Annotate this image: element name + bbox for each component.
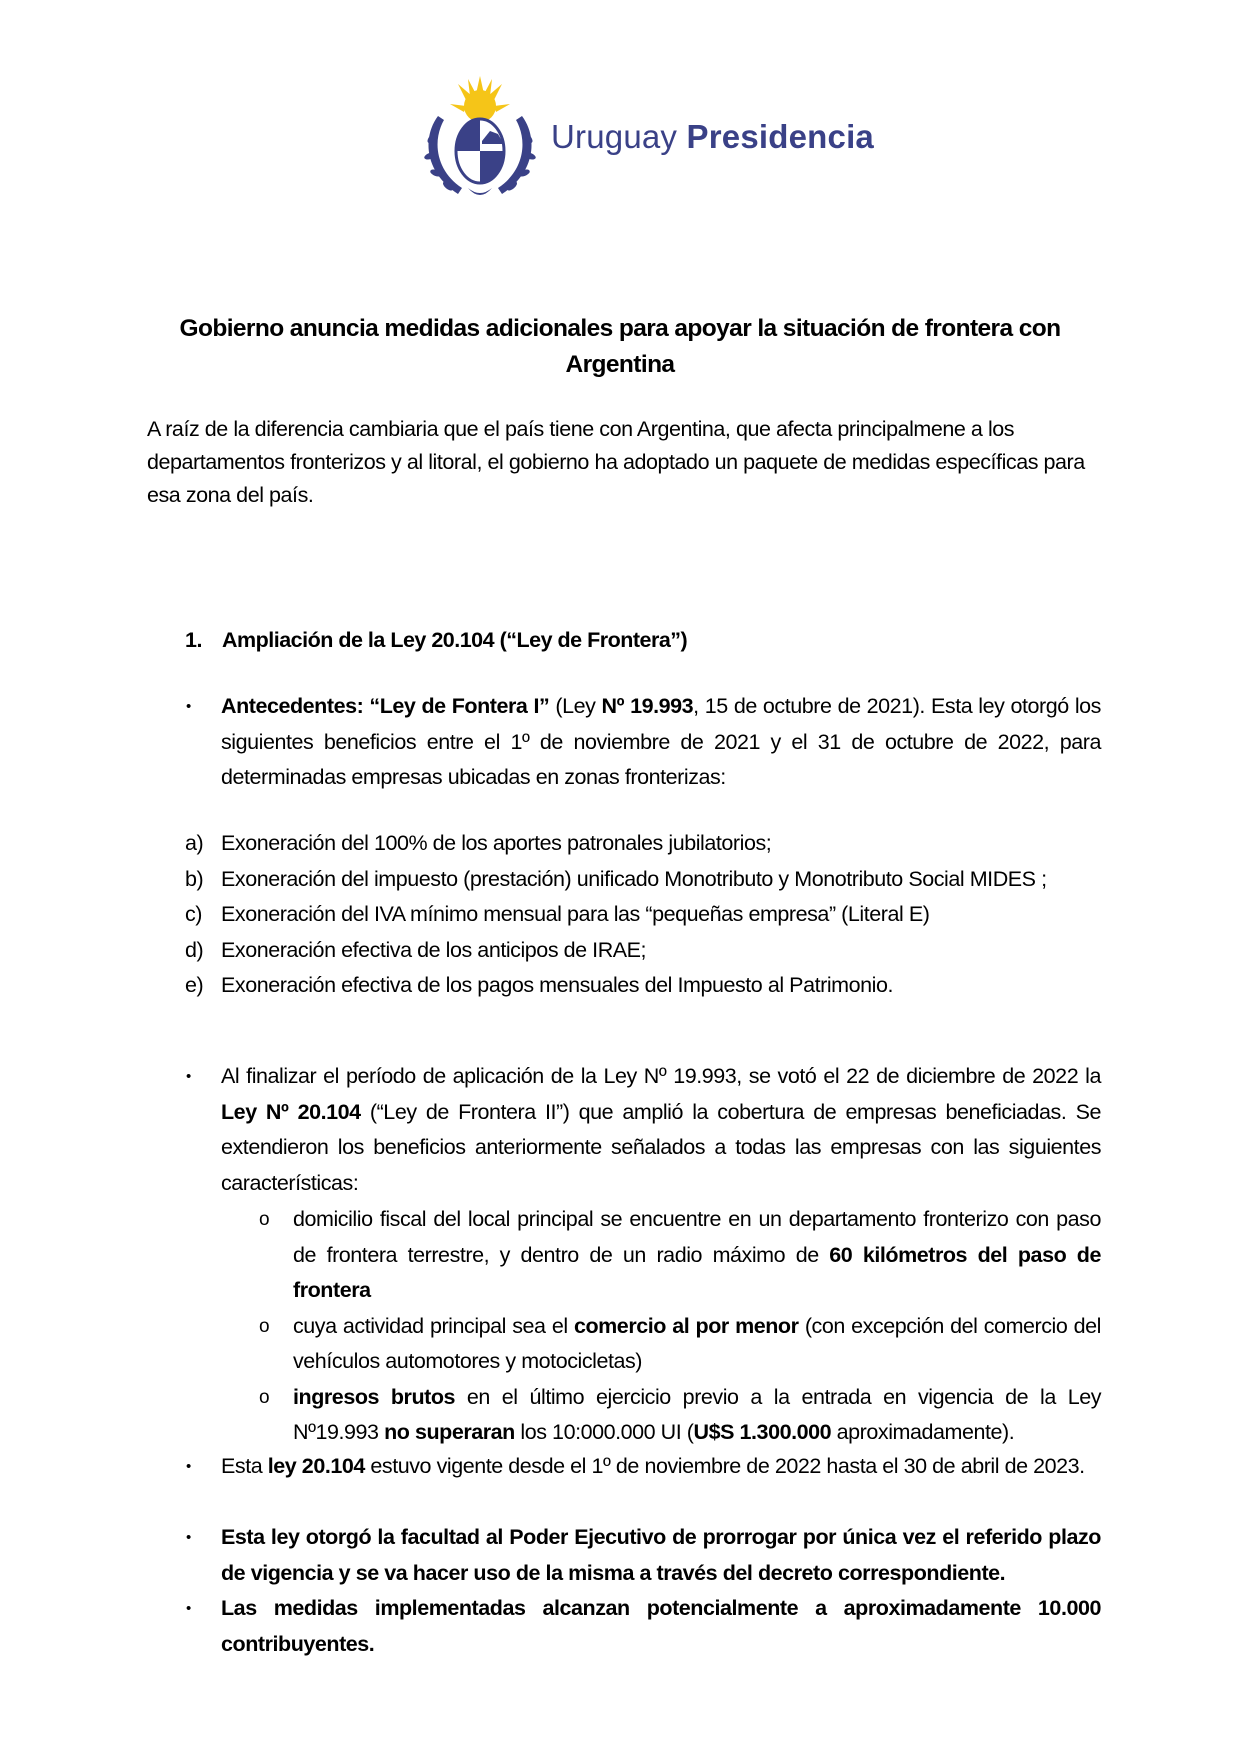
circle-bullet-icon: o [259,1209,270,1230]
characteristics-list [259,1202,1102,1451]
vigencia-bullet: • Esta ley 20.104 estuvo vigente desde el 1º de noviembre de 2022 hasta el 30 de abril de 2023. [221,1449,1101,1485]
alcance-bullet: • Las medidas implementadas alcanzan potencialmente a aproximadamente 10.000 contribuyentes. [221,1591,1101,1662]
list-item: c) Exoneración del IVA mínimo mensual para las “pequeñas empresa” (Literal E) [185,902,930,926]
coat-of-arms-icon [418,76,543,201]
intro-paragraph: A raíz de la diferencia cambiaria que el país tiene con Argentina, que afecta principalmene a los departamentos fronterizos y al litoral, el gobierno ha adoptado un paquete de medidas específicas para esa zona del país. [147,417,1085,507]
section-heading: 1. Ampliación de la Ley 20.104 (“Ley de Frontera”) [185,628,688,652]
list-item: o domicilio fiscal del local principal se encuentre en un departamento fronterizo con paso de frontera terrestre, y dentro de un radio máximo de 60 kilómetros del paso de frontera [293,1202,1101,1309]
benefits-list [185,826,1101,1004]
section-number: 1. [185,628,202,652]
circle-bullet-icon: o [259,1315,270,1337]
page-title: Gobierno anuncia medidas adicionales para apoyar la situación de frontera con Argentina [179,315,1061,378]
bullet-icon: • [186,1529,191,1546]
list-item: a) Exoneración del 100% de los aportes patronales jubilatorios; [185,831,772,855]
list-item: o ingresos brutos en el último ejercicio previo a la entrada en vigencia de la Ley Nº19.993 no superaran los 10:000.000 UI (U$S 1.300.000 aproximadamente). [293,1380,1101,1451]
bullet-icon: • [186,1600,191,1617]
list-item: o cuya actividad principal sea el comercio al por menor (con excepción del comercio del vehículos automotores y motocicletas) [293,1309,1101,1380]
list-item: e) Exoneración efectiva de los pagos mensuales del Impuesto al Patrimonio. [185,973,893,997]
ley-20104-bullet: • Al finalizar el período de aplicación de la Ley Nº 19.993, se votó el 22 de diciembre de 2022 la Ley Nº 20.104 (“Ley de Frontera II”) que amplió la cobertura de empresas beneficiadas. Se extendieron los beneficios anteriormente señalados a todas las empresas con las siguientes características: [221,1059,1101,1201]
bullet-icon: • [186,1068,191,1085]
facultad-bullet: • Esta ley otorgó la facultad al Poder Ejecutivo de prorrogar por única vez el referido plazo de vigencia y se va hacer uso de la misma a través del decreto correspondiente. [221,1520,1101,1591]
uruguay-presidencia-logo [418,76,874,201]
bullet-icon: • [186,698,191,715]
list-item: b) Exoneración del impuesto (prestación) unificado Monotributo y Monotributo Social MIDES ; [185,866,1047,891]
list-item: d) Exoneración efectiva de los anticipos de IRAE; [185,937,647,962]
bullet-icon: • [186,1458,191,1475]
logo-wordmark: Uruguay Presidencia [551,118,874,155]
circle-bullet-icon: o [259,1386,270,1408]
antecedentes-bullet: • Antecedentes: “Ley de Fontera I” (Ley Nº 19.993, 15 de octubre de 2021). Esta ley otorgó los siguientes beneficios entre el 1º de noviembre de 2021 y el 31 de octubre de 2022, para determinadas empresas ubicadas en zonas fronterizas: [221,689,1101,796]
